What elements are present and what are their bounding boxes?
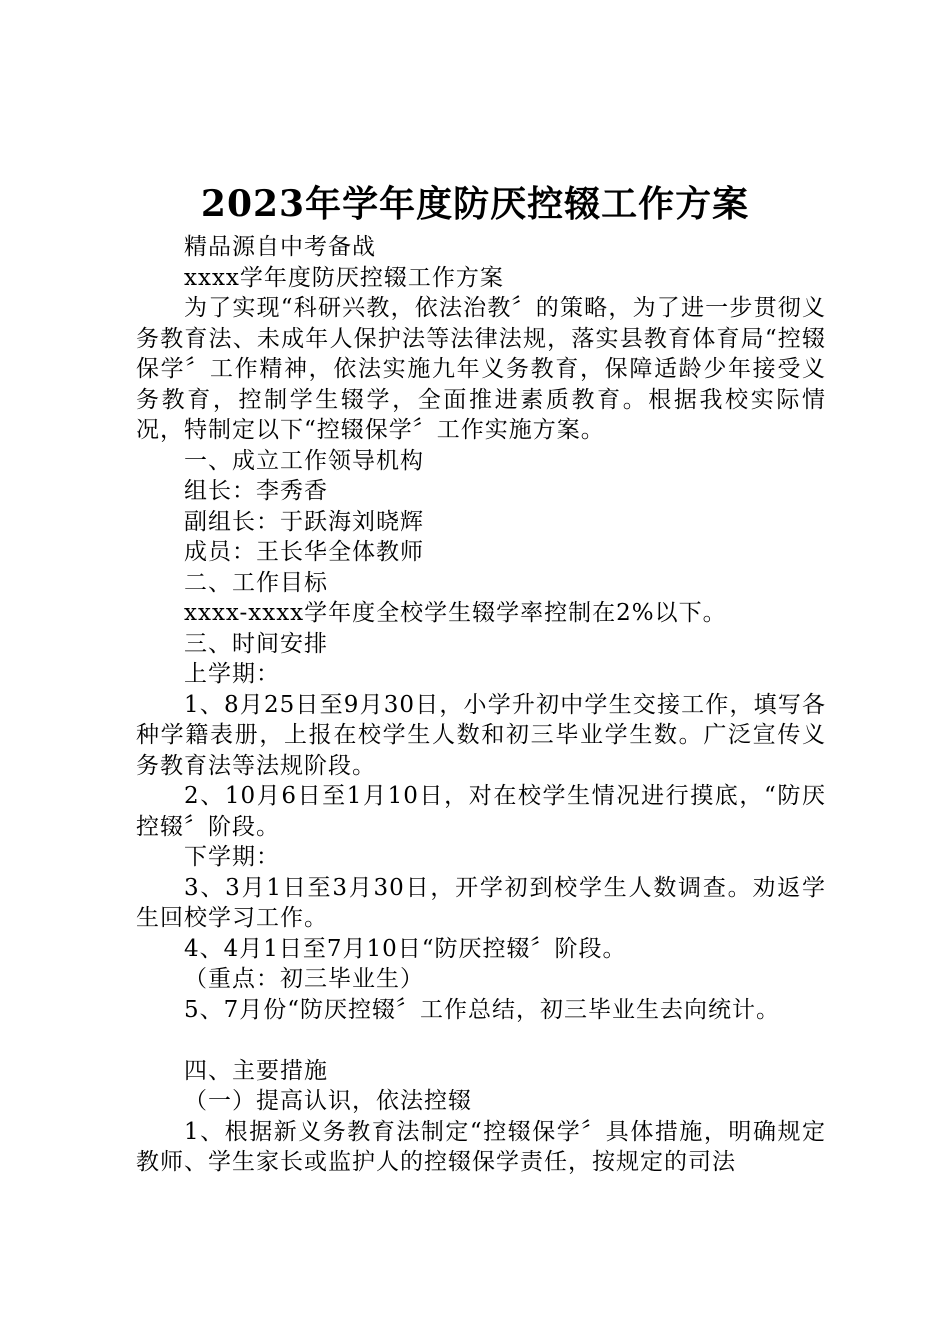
paragraph-measure-1: 1、根据新义务教育法制定“控辍保学〞具体措施，明确规定教师、学生家长或监护人的控辍保学责任，按规定的司法 [136, 1118, 826, 1175]
paragraph-source: 精品源自中考备战 [184, 234, 376, 260]
document-title: 2023年学年度防厌控辍工作方案 [200, 183, 750, 225]
paragraph-key-point: （重点：初三毕业生） [184, 966, 424, 992]
heading-schedule: 三、时间安排 [184, 630, 328, 657]
document-body [136, 232, 826, 1178]
paragraph-item-5: 5、7月份“防厌控辍〞工作总结，初三毕业生去向统计。 [184, 996, 781, 1023]
paragraph-item-3: 3、3月1日至3月30日，开学初到校学生人数调查。劝返学生回校学习工作。 [136, 874, 826, 931]
blank-line [136, 1025, 826, 1056]
paragraph-item-4: 4、4月1日至7月10日“防厌控辍〞阶段。 [184, 935, 627, 962]
paragraph-first-term: 上学期： [184, 661, 280, 687]
heading-goals: 二、工作目标 [184, 569, 328, 596]
paragraph-leader: 组长：李秀香 [184, 478, 328, 504]
paragraph-second-term: 下学期： [184, 844, 280, 870]
subheading-measure-1: （一）提高认识，依法控辍 [184, 1088, 472, 1114]
paragraph-subtitle: xxxx学年度防厌控辍工作方案 [184, 264, 504, 291]
paragraph-members: 成员：王长华全体教师 [184, 539, 424, 565]
paragraph-goal: xxxx-xxxx学年度全校学生辍学率控制在2%以下。 [184, 600, 727, 626]
paragraph-item-1: 1、8月25日至9月30日，小学升初中学生交接工作，填写各种学籍表册，上报在校学生人数和初三毕业学生数。广泛宣传义务教育法等法规阶段。 [136, 691, 826, 779]
heading-leadership: 一、成立工作领导机构 [184, 447, 424, 474]
paragraph-intro: 为了实现“科研兴教，依法治教〞的策略，为了进一步贯彻义务教育法、未成年人保护法等法律法规，落实县教育体育局“控辍保学〞工作精神，依法实施九年义务教育，保障适龄少年接受义务教育，控制学生辍学，全面推进素质教育。根据我校实际情况，特制定以下“控辍保学〞工作实施方案。 [136, 295, 826, 443]
paragraph-deputy-leaders: 副组长：于跃海刘晓辉 [184, 508, 424, 535]
paragraph-item-2: 2、10月6日至1月10日，对在校学生情况进行摸底，“防厌控辍〞阶段。 [136, 783, 826, 840]
heading-measures: 四、主要措施 [184, 1057, 328, 1084]
